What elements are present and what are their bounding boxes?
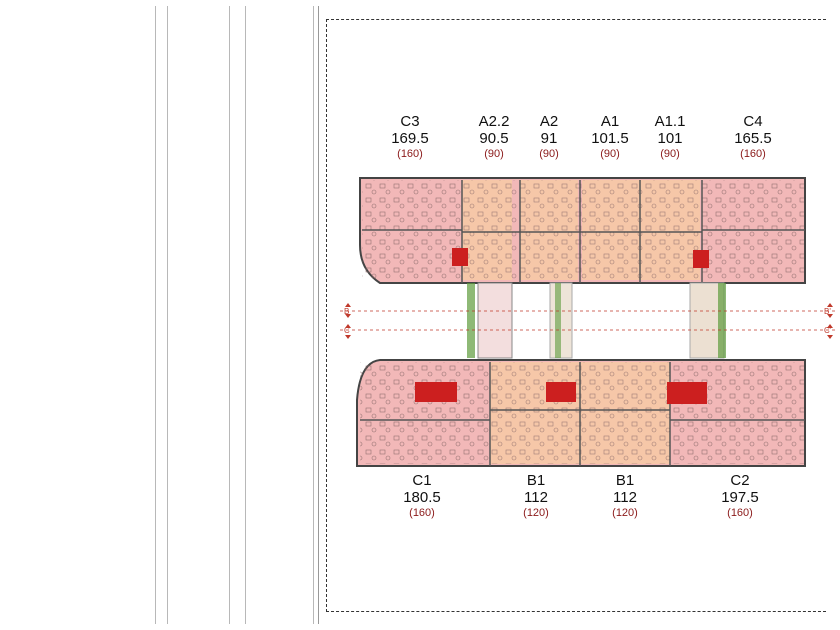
unit-label-bottom: B1 112 (120): [612, 472, 638, 519]
stair-core: [667, 382, 707, 404]
unit-label-top: A1 101.5 (90): [591, 113, 629, 160]
section-label-b: B: [344, 307, 350, 316]
stair-core: [452, 248, 468, 266]
section-label-c-prime: C': [824, 326, 832, 335]
unit-label-top: C3 169.5 (160): [391, 113, 429, 160]
bottom-wing: [357, 360, 805, 466]
unit-label-bottom: B1 112 (120): [523, 472, 549, 519]
section-label-b-prime: B': [824, 307, 831, 316]
unit-label-bottom: C2 197.5 (160): [721, 472, 759, 519]
section-label-c: C: [344, 326, 350, 335]
unit-label-top: C4 165.5 (160): [734, 113, 772, 160]
top-wing: [360, 178, 805, 283]
stair-core: [415, 382, 457, 402]
unit-label-top: A1.1 101 (90): [654, 113, 686, 160]
stair-core: [546, 382, 576, 402]
unit-label-top: A2 91 (90): [539, 113, 559, 160]
unit-label-top: A2.2 90.5 (90): [478, 113, 510, 160]
unit-label-bottom: C1 180.5 (160): [403, 472, 441, 519]
section-markers: [344, 303, 833, 339]
stair-core: [693, 250, 709, 268]
courtyard: [340, 283, 838, 358]
